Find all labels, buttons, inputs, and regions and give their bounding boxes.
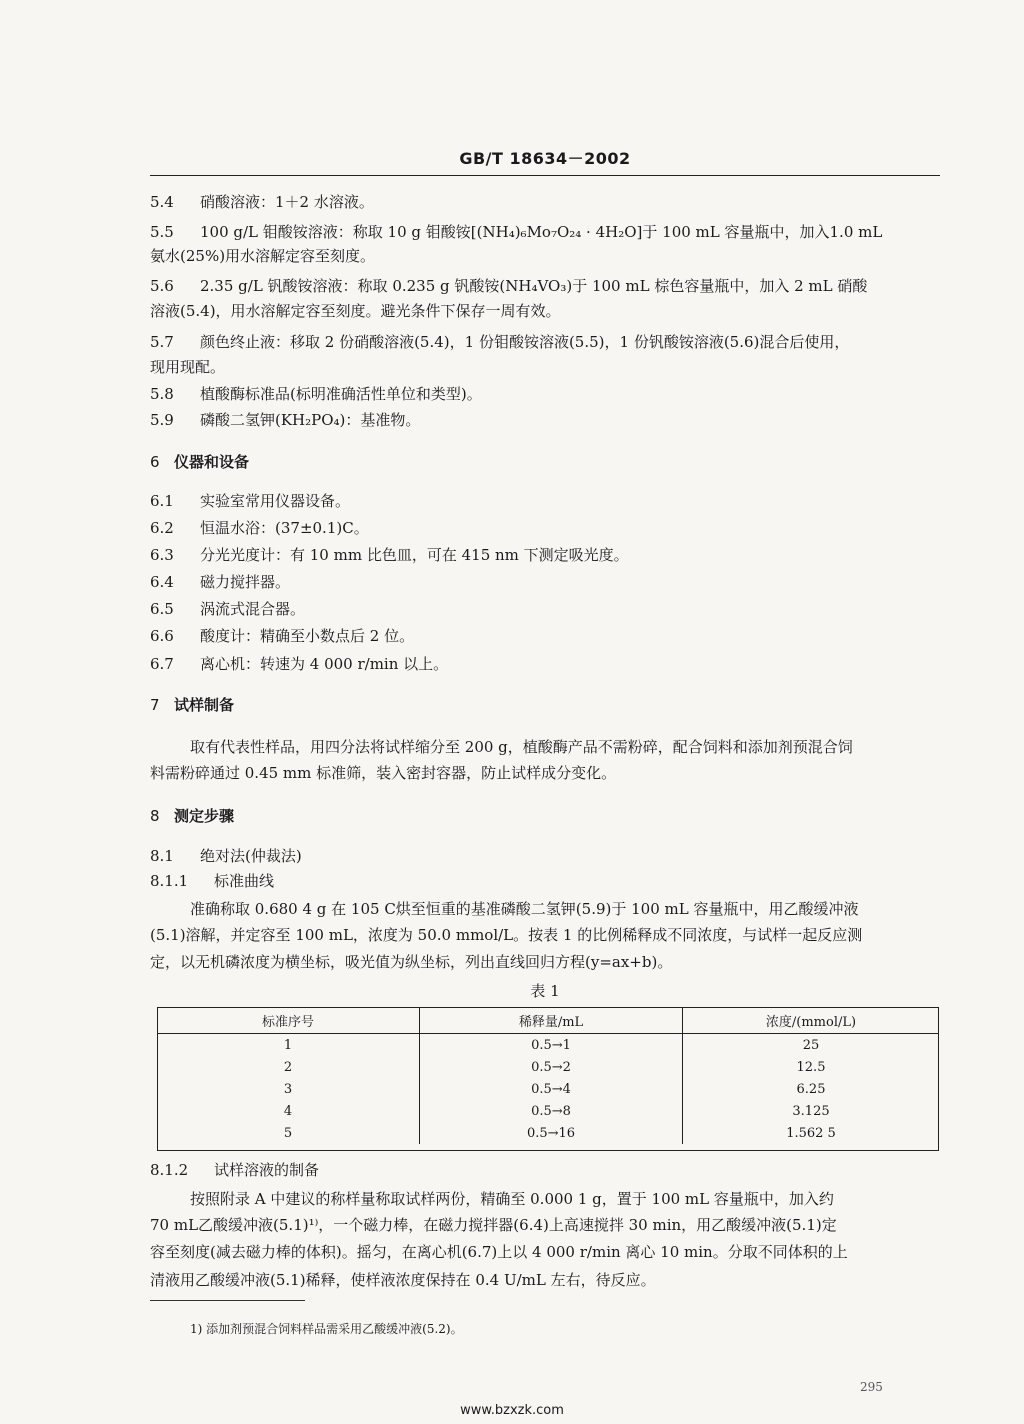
document-header: GB/T 18634－2002 <box>459 149 631 168</box>
subsection-8-1: 8.1 绝对法(仲裁法) <box>150 847 302 865</box>
subsection-8-1-1-line-1: 准确称取 0.680 4 g 在 105 C烘至恒重的基准磷酸二氢钾(5.9)于 100 mL 容量瓶中，用乙酸缓冲液 <box>190 900 859 918</box>
section-7-para-line-1: 取有代表性样品，用四分法将试样缩分至 200 g，植酸酶产品不需粉碎，配合饲料和添加剂预混合饲 <box>190 738 853 756</box>
item-5-9: 5.9 磷酸二氢钾(KH₂PO₄)：基准物。 <box>150 411 421 429</box>
footnote: 1) 添加剂预混合饲料样品需采用乙酸缓冲液(5.2)。 <box>190 1322 463 1336</box>
table-row <box>157 1056 939 1078</box>
footnote-rule <box>150 1300 305 1301</box>
footer-url: www.bzxzk.com <box>460 1403 564 1418</box>
table-row <box>157 1078 939 1100</box>
header-rule <box>150 175 940 176</box>
table-header-cell: 稀释量/mL <box>420 1007 683 1034</box>
table-cell: 4 <box>157 1100 420 1122</box>
table-1-caption: 表 1 <box>530 982 560 1000</box>
table-row <box>157 1100 939 1122</box>
item-6-2: 6.2 恒温水浴：(37±0.1)C。 <box>150 519 369 537</box>
item-5-5-cont: 氨水(25%)用水溶解定容至刻度。 <box>150 247 376 265</box>
section-8-heading: 8 测定步骤 <box>150 807 235 825</box>
item-5-7: 5.7 颜色终止液：移取 2 份硝酸溶液(5.4)，1 份钼酸铵溶液(5.5)，1 份钒酸铵溶液(5.6)混合后使用， <box>150 333 850 351</box>
table-header-cell: 浓度/(mmol/L) <box>683 1007 940 1034</box>
item-5-6-cont: 溶液(5.4)，用水溶解定容至刻度。避光条件下保存一周有效。 <box>150 302 561 320</box>
item-5-4: 5.4 硝酸溶液：1＋2 水溶液。 <box>150 193 374 211</box>
item-5-5: 5.5 100 g/L 钼酸铵溶液：称取 10 g 钼酸铵[(NH₄)₆Mo₇O₂₄ · 4H₂O]于 100 mL 容量瓶中，加入1.0 mL <box>150 223 883 241</box>
item-6-5: 6.5 涡流式混合器。 <box>150 600 306 618</box>
item-5-8: 5.8 植酸酶标准品(标明准确活性单位和类型)。 <box>150 385 482 403</box>
table-cell: 1 <box>157 1034 420 1057</box>
table-header-row <box>157 1007 939 1034</box>
item-6-7: 6.7 离心机：转速为 4 000 r/min 以上。 <box>150 655 449 673</box>
table-cell: 0.5→1 <box>420 1034 683 1057</box>
table-cell: 0.5→4 <box>420 1078 683 1100</box>
item-6-4: 6.4 磁力搅拌器。 <box>150 573 291 591</box>
table-cell: 25 <box>802 1037 820 1053</box>
item-5-7-cont: 现用现配。 <box>150 358 226 376</box>
subsection-8-1-2-line-4: 清液用乙酸缓冲液(5.1)稀释，使样液浓度保持在 0.4 U/mL 左右，待反应。 <box>150 1271 656 1289</box>
subsection-8-1-2-line-2: 70 mL乙酸缓冲液(5.1)¹⁾，一个磁力棒，在磁力搅拌器(6.4)上高速搅拌 30 min，用乙酸缓冲液(5.1)定 <box>150 1216 837 1234</box>
subsection-8-1-1-line-2: (5.1)溶解，并定容至 100 mL，浓度为 50.0 mmol/L。按表 1 的比例稀释成不同浓度，与试样一起反应测 <box>150 926 863 944</box>
subsection-8-1-2: 8.1.2 试样溶液的制备 <box>150 1161 320 1179</box>
table-header-cell: 标准序号 <box>157 1007 420 1034</box>
section-6-heading: 6 仪器和设备 <box>150 453 250 471</box>
item-6-3: 6.3 分光光度计：有 10 mm 比色皿，可在 415 nm 下测定吸光度。 <box>150 546 629 564</box>
item-5-6: 5.6 2.35 g/L 钒酸铵溶液：称取 0.235 g 钒酸铵(NH₄VO₃)于 100 mL 棕色容量瓶中，加入 2 mL 硝酸 <box>150 277 868 295</box>
table-cell: 0.5→16 <box>420 1122 683 1144</box>
table-cell: 3.125 <box>792 1103 830 1119</box>
table-cell: 0.5→8 <box>420 1100 683 1122</box>
table-1 <box>157 1007 939 1144</box>
section-7-para-line-2: 料需粉碎通过 0.45 mm 标准筛，装入密封容器，防止试样成分变化。 <box>150 764 617 782</box>
table-cell: 3 <box>157 1078 420 1100</box>
subsection-8-1-1: 8.1.1 标准曲线 <box>150 872 275 890</box>
subsection-8-1-1-line-3: 定，以无机磷浓度为横坐标，吸光值为纵坐标，列出直线回归方程(y=ax+b)。 <box>150 953 673 971</box>
item-6-1: 6.1 实验室常用仪器设备。 <box>150 492 351 510</box>
table-cell: 6.25 <box>796 1081 826 1097</box>
table-row <box>157 1034 939 1057</box>
item-6-6: 6.6 酸度计：精确至小数点后 2 位。 <box>150 627 415 645</box>
table-cell: 12.5 <box>796 1059 826 1075</box>
table-cell: 5 <box>157 1122 420 1144</box>
table-cell: 2 <box>157 1056 420 1078</box>
table-cell: 0.5→2 <box>420 1056 683 1078</box>
subsection-8-1-2-line-3: 容至刻度(减去磁力棒的体积)。摇匀，在离心机(6.7)上以 4 000 r/min 离心 10 min。分取不同体积的上 <box>150 1243 848 1261</box>
page-number: 295 <box>860 1380 883 1394</box>
section-7-heading: 7 试样制备 <box>150 696 235 714</box>
subsection-8-1-2-line-1: 按照附录 A 中建议的称样量称取试样两份，精确至 0.000 1 g，置于 100 mL 容量瓶中，加入约 <box>190 1190 834 1208</box>
table-row <box>157 1122 939 1144</box>
table-cell: 1.562 5 <box>786 1125 836 1141</box>
